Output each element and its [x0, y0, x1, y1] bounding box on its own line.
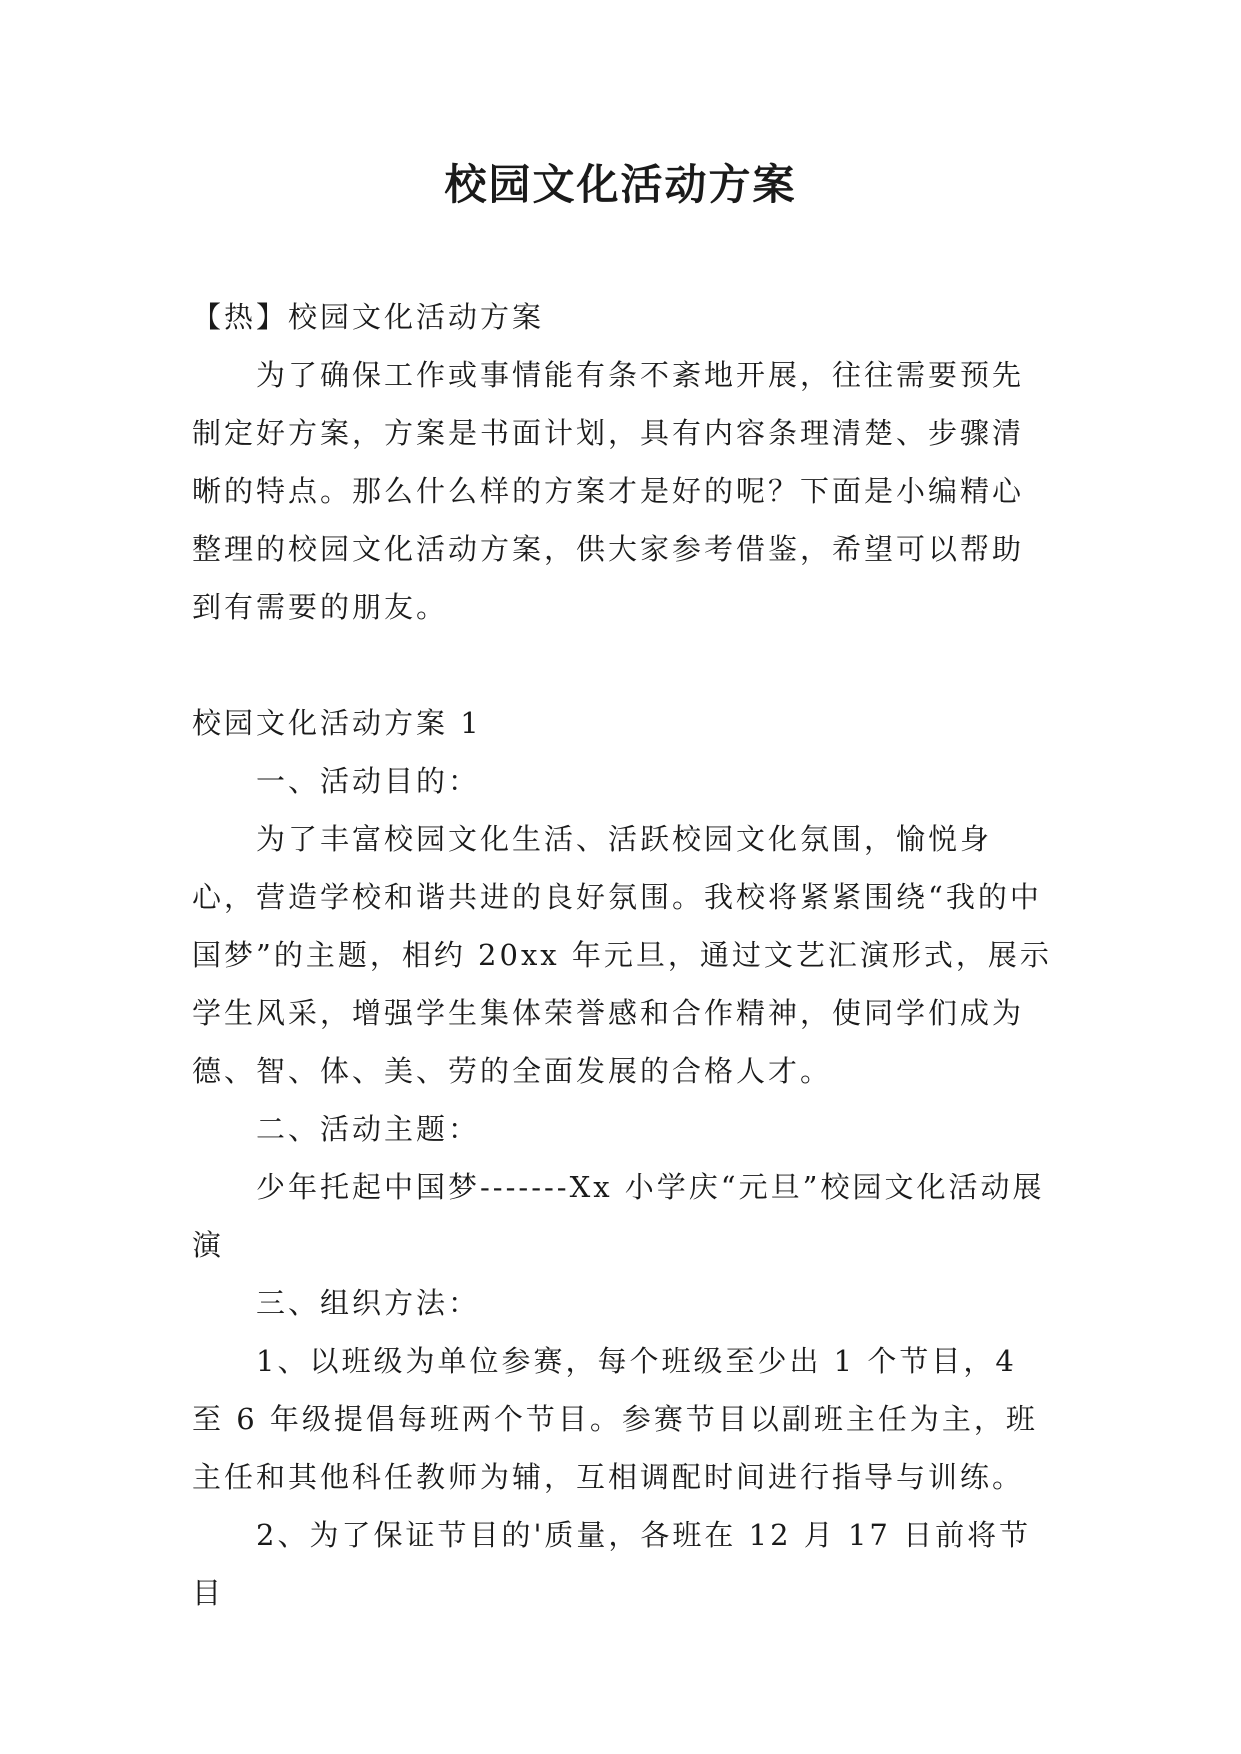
heading-activity-purpose: 一、活动目的： [256, 764, 481, 798]
paragraph-activity-purpose: 为了丰富校园文化生活、活跃校园文化氛围，愉悦身心，营造学校和谐共进的良好氛围。我校将紧紧围绕“我的中国梦”的主题，相约 20xx 年元旦，通过文艺汇演形式，展示学生风采，增强学生集体荣誉感和合作精神，使同学们成为德、智、体、美、劳的全面发展的合格人才。 [192, 822, 1052, 1088]
paragraph-spacer [192, 636, 1052, 694]
heading-organization-method: 三、组织方法： [256, 1286, 481, 1320]
paragraph-activity-theme: 少年托起中国梦-------Xx 小学庆“元旦”校园文化活动展演 [192, 1170, 1045, 1262]
document-title: 校园文化活动方案 [444, 160, 797, 209]
intro-paragraph: 为了确保工作或事情能有条不紊地开展，往往需要预先制定好方案，方案是书面计划，具有内容条理清楚、步骤清晰的特点。那么什么样的方案才是好的呢？下面是小编精心整理的校园文化活动方案，供大家参考借鉴，希望可以帮助到有需要的朋友。 [192, 358, 1025, 624]
paragraph-method-item-1: 1、以班级为单位参赛，每个班级至少出 1 个节目，4 至 6 年级提倡每班两个节目。参赛节目以副班主任为主，班主任和其他科任教师为辅，互相调配时间进行指导与训练。 [192, 1344, 1038, 1494]
paragraph-method-item-2: 2、为了保证节目的'质量，各班在 12 月 17 日前将节目 [192, 1518, 1032, 1610]
document-subtitle: 【热】校园文化活动方案 [192, 300, 545, 334]
heading-activity-theme: 二、活动主题： [256, 1112, 481, 1146]
document-body [192, 288, 1052, 1622]
section-heading: 校园文化活动方案 1 [192, 706, 482, 740]
